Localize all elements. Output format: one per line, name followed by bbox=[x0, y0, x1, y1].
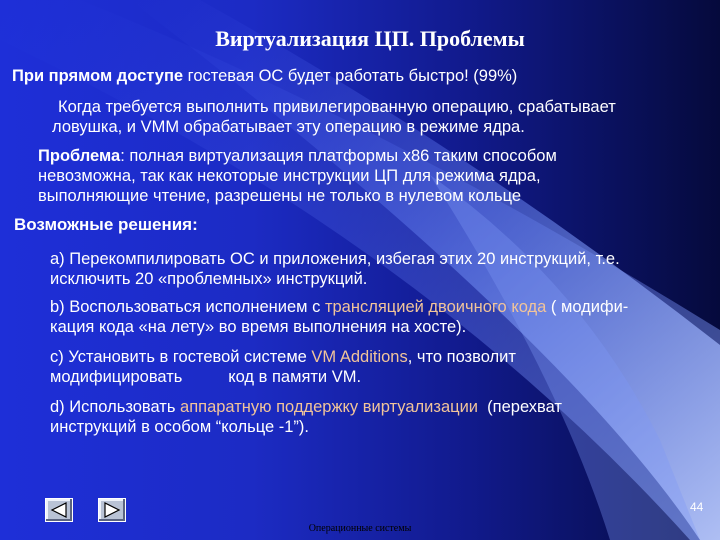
trap-paragraph bbox=[52, 97, 616, 137]
solution-d-highlight: аппаратную поддержку виртуализации bbox=[180, 398, 479, 416]
trap-line-2: ловушка, и VMM обрабатывает эту операцию в режиме ядра. bbox=[52, 118, 525, 136]
solution-d-line-2: инструкций в особом “кольце -1”). bbox=[50, 418, 309, 436]
problem-line-3: выполняющие чтение, разрешены не только в нулевом кольце bbox=[38, 187, 522, 205]
solution-d bbox=[50, 397, 562, 437]
solution-b bbox=[50, 297, 628, 337]
prev-slide-button[interactable] bbox=[45, 498, 73, 522]
solution-a bbox=[50, 249, 620, 289]
solution-c-line-1 bbox=[50, 347, 516, 367]
problem-paragraph bbox=[38, 146, 557, 206]
solution-b-line-1 bbox=[50, 297, 628, 317]
next-slide-button[interactable] bbox=[98, 498, 126, 522]
solution-c-suffix: , что позволит bbox=[407, 348, 516, 366]
solution-c bbox=[50, 347, 516, 387]
page-number: 44 bbox=[690, 500, 704, 514]
solution-d-line-1 bbox=[50, 397, 562, 417]
problem-line-1 bbox=[38, 146, 557, 166]
solution-c-prefix: c) Установить в гостевой системе bbox=[50, 348, 312, 366]
solution-b-highlight: трансляцией двоичного кода bbox=[324, 298, 547, 316]
solution-b-suffix: ( модифи- bbox=[546, 298, 629, 316]
solution-a-line-2: исключить 20 «проблемных» инструкций. bbox=[50, 270, 368, 288]
triangle-left-icon bbox=[50, 502, 68, 518]
solution-d-suffix: (перехват bbox=[478, 398, 562, 416]
footer-text: Операционные системы bbox=[308, 523, 412, 534]
triangle-right-icon bbox=[103, 502, 121, 518]
direct-access-statement bbox=[12, 66, 517, 86]
problem-label: Проблема bbox=[38, 147, 121, 165]
solution-a-line-1: a) Перекомпилировать ОС и приложения, избегая этих 20 инструкций, т.е. bbox=[50, 250, 620, 268]
direct-access-bold: При прямом доступе bbox=[12, 67, 184, 85]
slide-title: Виртуализация ЦП. Проблемы bbox=[215, 26, 525, 51]
solution-c-line-2: модифицировать код в памяти VM. bbox=[50, 368, 362, 386]
solution-d-prefix: d) Использовать bbox=[50, 398, 181, 416]
solution-b-prefix: b) Воспользоваться исполнением с bbox=[50, 298, 325, 316]
solution-b-line-2: кация кода «на лету» во время выполнения на хосте). bbox=[50, 318, 467, 336]
trap-line-1: Когда требуется выполнить привилегированную операцию, срабатывает bbox=[58, 98, 616, 116]
solution-c-highlight: VM Additions bbox=[311, 348, 408, 366]
direct-access-rest: гостевая ОС будет работать быстро! (99%) bbox=[183, 67, 518, 85]
problem-line-2: невозможна, так как некоторые инструкции ЦП для режима ядра, bbox=[38, 167, 541, 185]
problem-line-1-rest: : полная виртуализация платформы x86 таким способом bbox=[120, 147, 557, 165]
solutions-heading: Возможные решения: bbox=[14, 215, 198, 234]
